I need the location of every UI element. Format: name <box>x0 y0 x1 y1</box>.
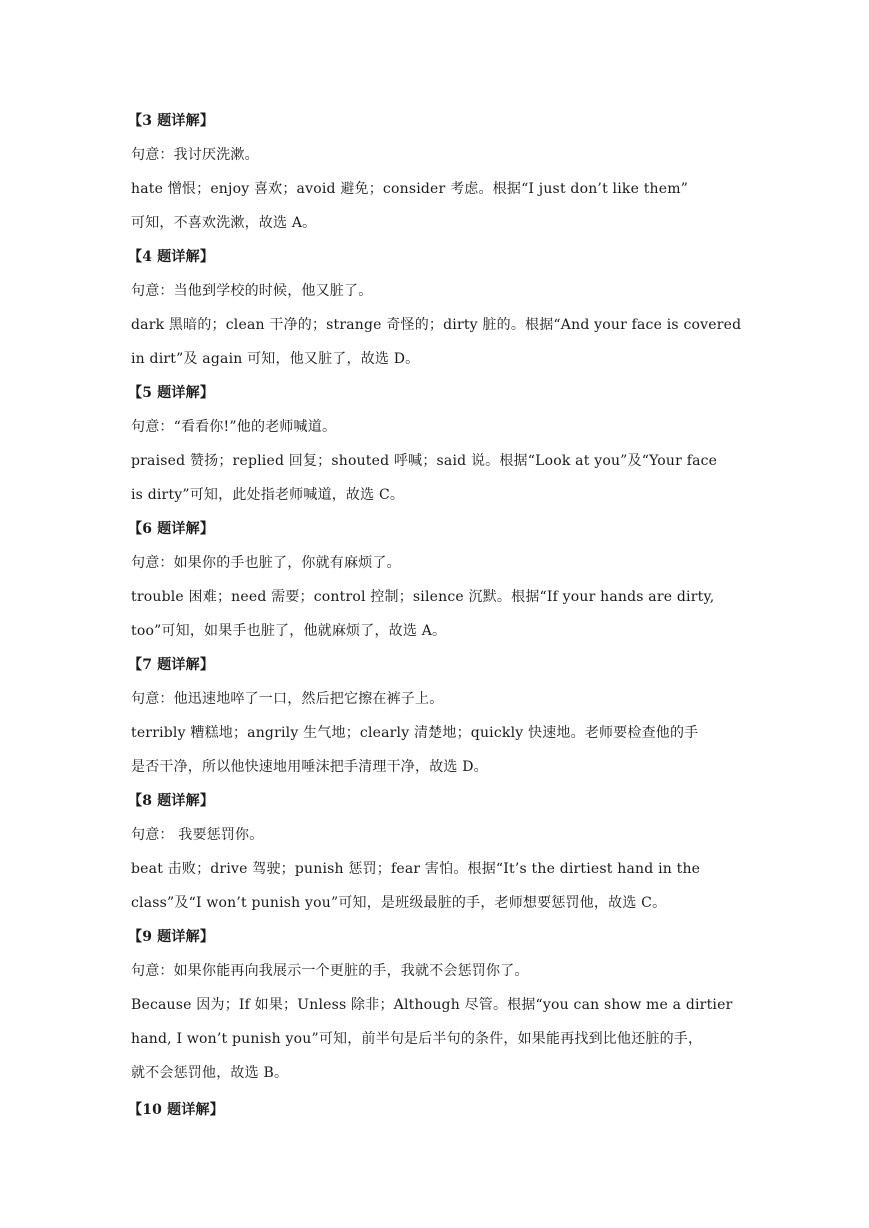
section-heading: 【8 题详解】 <box>128 793 215 809</box>
section-heading: 【6 题详解】 <box>128 521 215 537</box>
explanation-line: hand, I won’t punish you”可知，前半句是后半句的条件，如果能再找到比他还脏的手， <box>131 1031 703 1047</box>
section-q7 <box>128 648 741 784</box>
section-q4 <box>128 240 742 376</box>
section-heading: 【7 题详解】 <box>128 657 215 673</box>
explanation-line: beat 击败；drive 驾驶；punish 惩罚；fear 害怕。根据“It’s the dirtiest hand in the <box>131 861 701 877</box>
document-page <box>128 104 742 1127</box>
sentence-meaning: 句意：他迅速地啐了一口，然后把它擦在裤子上。 <box>131 691 444 707</box>
sentence-meaning: 句意：“看看你!”他的老师喊道。 <box>131 419 337 435</box>
explanation-line: 就不会惩罚他，故选 B。 <box>131 1065 289 1081</box>
sentence-meaning: 句意：如果你的手也脏了，你就有麻烦了。 <box>131 555 401 571</box>
section-q8 <box>128 784 741 920</box>
explanation-line: praised 赞扬；replied 回复；shouted 呼喊；said 说。根据“Look at you”及“Your face <box>131 453 718 469</box>
sentence-meaning: 句意：我讨厌洗漱。 <box>131 147 259 163</box>
explanation-line: too”可知，如果手也脏了，他就麻烦了，故选 A。 <box>131 623 447 639</box>
section-heading: 【3 题详解】 <box>128 113 215 129</box>
section-q6 <box>128 512 741 648</box>
explanation-line: 可知，不喜欢洗漱，故选 A。 <box>131 215 317 231</box>
section-heading: 【9 题详解】 <box>128 929 215 945</box>
explanation-line: hate 憎恨；enjoy 喜欢；avoid 避免；consider 考虑。根据“I just don’t like them” <box>131 181 689 197</box>
section-q10 <box>128 1093 741 1127</box>
section-heading: 【5 题详解】 <box>128 385 215 401</box>
section-q3 <box>128 104 741 240</box>
explanation-line: dark 黑暗的；clean 干净的；strange 奇怪的；dirty 脏的。根据“And your face is covered <box>131 317 742 333</box>
sentence-meaning: 句意： 我要惩罚你。 <box>131 827 264 843</box>
explanation-line: terribly 糟糕地；angrily 生气地；clearly 清楚地；quickly 快速地。老师要检查他的手 <box>131 725 699 741</box>
section-heading: 【4 题详解】 <box>128 249 215 265</box>
explanation-line: class”及“I won’t punish you”可知，是班级最脏的手，老师想要惩罚他，故选 C。 <box>131 895 667 911</box>
explanation-line: Because 因为；If 如果；Unless 除非；Although 尽管。根据“you can show me a dirtier <box>131 997 733 1013</box>
section-q9 <box>128 920 741 1090</box>
sentence-meaning: 句意：如果你能再向我展示一个更脏的手，我就不会惩罚你了。 <box>131 963 529 979</box>
explanation-line: in dirt”及 again 可知，他又脏了，故选 D。 <box>131 351 420 367</box>
explanation-line: trouble 困难；need 需要；control 控制；silence 沉默。根据“If your hands are dirty, <box>131 589 715 605</box>
section-q5 <box>128 376 741 512</box>
explanation-line: is dirty”可知，此处指老师喊道，故选 C。 <box>131 487 405 503</box>
section-heading: 【10 题详解】 <box>128 1102 224 1118</box>
explanation-line: 是否干净，所以他快速地用唾沫把手清理干净，故选 D。 <box>131 759 488 775</box>
sentence-meaning: 句意：当他到学校的时候，他又脏了。 <box>131 283 373 299</box>
